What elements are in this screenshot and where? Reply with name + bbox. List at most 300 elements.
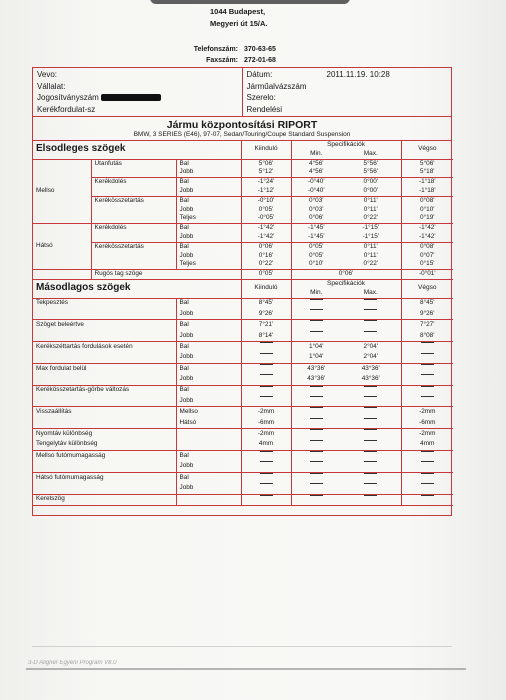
spec-min-value: -0°40' bbox=[291, 178, 341, 187]
table-row bbox=[33, 374, 453, 385]
initial-value bbox=[241, 396, 291, 407]
param-name bbox=[91, 260, 176, 269]
param-name: Kerékösszetartás-görbe változás bbox=[33, 385, 176, 396]
col-header-spec-2: Specifikációk bbox=[291, 279, 401, 288]
spec-min-value bbox=[291, 440, 341, 451]
dash-mark bbox=[421, 364, 434, 374]
final-value: 0°07' bbox=[401, 252, 453, 261]
table-row bbox=[33, 298, 453, 309]
divider bbox=[32, 646, 452, 647]
dash-mark bbox=[421, 473, 434, 483]
spec-max-value: -1°15' bbox=[362, 232, 380, 240]
table-row bbox=[33, 196, 453, 205]
param-name bbox=[33, 418, 176, 429]
dash-mark bbox=[260, 374, 273, 384]
param-name: Tekpesztés bbox=[33, 298, 176, 309]
param-name: Utanfutás bbox=[91, 159, 176, 168]
final-value bbox=[401, 353, 453, 364]
dash-mark bbox=[260, 473, 273, 483]
dash-mark bbox=[364, 309, 377, 319]
initial-value: 9°26' bbox=[241, 309, 291, 320]
spec-min-value bbox=[291, 461, 341, 472]
field-technician: Szerelo: bbox=[246, 93, 276, 102]
final-value bbox=[401, 363, 453, 374]
report-sheet bbox=[32, 67, 452, 516]
spec-max-value bbox=[341, 407, 401, 418]
table-row bbox=[33, 252, 453, 261]
primary-angles-table bbox=[33, 141, 453, 279]
dash-mark bbox=[260, 364, 273, 374]
initial-value bbox=[241, 374, 291, 385]
param-name: Kerékdolés bbox=[91, 178, 176, 187]
spec-min-value: 43°36' bbox=[291, 374, 341, 385]
dash-mark bbox=[260, 342, 273, 352]
initial-value: -1°12' bbox=[241, 187, 291, 196]
spec-min-value: 0°03' bbox=[291, 196, 341, 205]
date-label: Dátum: bbox=[246, 70, 273, 79]
table-row bbox=[33, 320, 453, 331]
dash-mark bbox=[421, 461, 434, 471]
primary-section-title: Elsodleges szögek bbox=[36, 143, 126, 155]
initial-value bbox=[241, 461, 291, 472]
side-label: Jobb bbox=[176, 331, 241, 342]
initial-value: 5°06' bbox=[241, 159, 291, 168]
spec-max-value bbox=[341, 494, 401, 505]
spec-max-value bbox=[341, 451, 401, 462]
col-header-max-2: Max. bbox=[363, 288, 378, 296]
table-row bbox=[33, 353, 453, 364]
side-label: Jobb bbox=[176, 206, 241, 215]
spec-max-value bbox=[341, 440, 401, 451]
final-value: 0°15' bbox=[401, 260, 453, 269]
side-label: Jobb bbox=[176, 252, 241, 261]
dash-mark bbox=[364, 299, 377, 309]
dash-mark bbox=[310, 440, 323, 450]
param-name: Visszaállítás bbox=[33, 407, 176, 418]
thrust-param: Rugós tag szöge bbox=[91, 270, 241, 279]
side-label: Bal bbox=[176, 178, 241, 187]
thrust-spec: 0°06' bbox=[291, 270, 401, 279]
side-label: Jobb bbox=[176, 353, 241, 364]
spec-max-value bbox=[341, 320, 401, 331]
dash-mark bbox=[421, 483, 434, 493]
side-label: Bal bbox=[176, 451, 241, 462]
spec-max-value: -1°15' bbox=[341, 224, 401, 233]
final-value bbox=[401, 494, 453, 505]
param-name bbox=[91, 252, 176, 261]
date-value: 2011.11.19. 10:28 bbox=[326, 70, 390, 79]
dash-mark bbox=[310, 407, 323, 417]
final-value bbox=[401, 483, 453, 494]
dash-mark bbox=[364, 418, 377, 428]
spec-max-value: 43°36' bbox=[361, 375, 380, 383]
dash-mark bbox=[421, 386, 434, 396]
dash-mark bbox=[421, 396, 434, 406]
spec-max-value: 0°11' bbox=[341, 242, 401, 251]
spec-min-value bbox=[291, 298, 341, 309]
spec-max-value bbox=[341, 309, 401, 320]
initial-value: 8°14' bbox=[241, 331, 291, 342]
initial-value bbox=[241, 472, 291, 483]
side-label: Bal bbox=[176, 242, 241, 251]
table-row-thrust bbox=[33, 270, 453, 279]
table-row bbox=[33, 407, 453, 418]
table-row bbox=[33, 309, 453, 320]
table-row bbox=[33, 224, 453, 233]
param-name: Kerékdolés bbox=[91, 224, 176, 233]
final-value: 0°08' bbox=[401, 196, 453, 205]
spec-max-value: 2°04' bbox=[363, 353, 378, 361]
table-row bbox=[33, 233, 453, 242]
dash-mark bbox=[310, 299, 323, 309]
side-label: Bal bbox=[176, 472, 241, 483]
dash-mark bbox=[421, 495, 434, 505]
spec-max-value bbox=[341, 385, 401, 396]
final-value: 7°27' bbox=[401, 320, 453, 331]
dash-mark bbox=[260, 353, 273, 363]
spec-max-value: 5°56' bbox=[341, 159, 401, 168]
side-label: Bal bbox=[176, 159, 241, 168]
dash-mark bbox=[310, 320, 323, 330]
side-label: Jobb bbox=[176, 168, 241, 177]
dash-mark bbox=[310, 309, 323, 319]
final-value: -6mm bbox=[401, 418, 453, 429]
side-label: Jobb bbox=[176, 483, 241, 494]
spec-min-value: 0°05' bbox=[291, 252, 341, 261]
spec-max-value: 5°56' bbox=[363, 168, 378, 176]
spec-min-value bbox=[291, 494, 341, 505]
table-row bbox=[33, 418, 453, 429]
final-value bbox=[401, 385, 453, 396]
spec-max-value: 0°00' bbox=[363, 186, 378, 194]
spec-min-value: -1°45' bbox=[291, 233, 341, 242]
secondary-angles-table bbox=[33, 279, 453, 515]
vehicle-description: BMW, 3 SERIES (E46), 97-07, Sedan/Touring/Coupe Standard Suspension bbox=[133, 131, 351, 138]
fax-value: 272-01-68 bbox=[244, 57, 276, 64]
report-title-block bbox=[33, 117, 451, 141]
initial-value: -1°42' bbox=[241, 233, 291, 242]
table-row bbox=[33, 363, 453, 374]
spec-min-value: 0°06' bbox=[291, 214, 341, 223]
dash-mark bbox=[364, 407, 377, 417]
spec-max-value bbox=[341, 429, 401, 440]
side-label: Jobb bbox=[176, 309, 241, 320]
final-value bbox=[401, 461, 453, 472]
field-order: Rendelési bbox=[246, 104, 283, 114]
param-name bbox=[91, 214, 176, 223]
side-label: Jobb bbox=[176, 396, 241, 407]
param-name bbox=[91, 168, 176, 177]
table-row bbox=[33, 483, 453, 494]
initial-value bbox=[241, 451, 291, 462]
side-label: Jobb bbox=[176, 233, 241, 242]
field-odometer: Kerékfordulat-sz bbox=[37, 104, 96, 114]
param-name: Mellso futómumagasság bbox=[33, 451, 176, 462]
initial-value: -0°10' bbox=[241, 196, 291, 205]
initial-value: 0°06' bbox=[241, 242, 291, 251]
initial-value bbox=[241, 342, 291, 353]
spec-max-value bbox=[341, 331, 401, 342]
final-value: -1°18' bbox=[401, 187, 453, 196]
dash-mark bbox=[310, 386, 323, 396]
final-value bbox=[401, 472, 453, 483]
final-value: 9°26' bbox=[401, 309, 453, 320]
spec-max-value: 0°22' bbox=[363, 214, 378, 222]
initial-value: 4mm bbox=[241, 440, 291, 451]
dash-mark bbox=[260, 386, 273, 396]
spec-max-value: 0°22' bbox=[363, 260, 378, 268]
field-license-label: Jogosítványszám bbox=[37, 93, 99, 102]
spec-max-value bbox=[341, 472, 401, 483]
dash-mark bbox=[364, 386, 377, 396]
table-row bbox=[33, 206, 453, 215]
spec-max-value bbox=[341, 418, 401, 429]
redaction-mark bbox=[101, 94, 161, 101]
initial-value: 0°22' bbox=[241, 260, 291, 269]
spec-min-value: 4°56' bbox=[291, 159, 341, 168]
field-license bbox=[37, 92, 238, 104]
dash-mark bbox=[364, 483, 377, 493]
param-name: Max fordulat belül bbox=[33, 363, 176, 374]
dash-mark bbox=[364, 451, 377, 461]
dash-mark bbox=[421, 451, 434, 461]
table-row bbox=[33, 242, 453, 251]
spec-min-value bbox=[291, 483, 341, 494]
table-row bbox=[33, 331, 453, 342]
col-header-min: Min. bbox=[291, 150, 341, 159]
table-row bbox=[33, 472, 453, 483]
field-company: Vállalat: bbox=[37, 81, 66, 91]
dash-mark bbox=[310, 451, 323, 461]
company-logo-partial bbox=[150, 0, 350, 4]
final-value: 0°19' bbox=[401, 214, 453, 223]
param-name bbox=[33, 374, 176, 385]
table-row bbox=[33, 168, 453, 177]
col-header-spec: Specifikációk bbox=[291, 141, 401, 150]
table-row bbox=[33, 260, 453, 269]
table-row bbox=[33, 342, 453, 353]
thrust-initial: 0°05' bbox=[241, 270, 291, 279]
dash-mark bbox=[310, 331, 323, 341]
dash-mark bbox=[310, 396, 323, 406]
spec-min-value bbox=[291, 429, 341, 440]
spec-max-value bbox=[341, 298, 401, 309]
company-address bbox=[210, 6, 268, 30]
col-header-max: Max. bbox=[363, 149, 378, 157]
spec-min-value: 0°03' bbox=[291, 206, 341, 215]
param-name bbox=[33, 331, 176, 342]
spec-min-value: 4°56' bbox=[291, 168, 341, 177]
param-name: Szöget beleértve bbox=[33, 320, 176, 331]
spec-max-value: 43°36' bbox=[341, 363, 401, 374]
side-label: Bal bbox=[176, 342, 241, 353]
initial-value bbox=[241, 353, 291, 364]
spec-min-value: -0°40' bbox=[291, 187, 341, 196]
dash-mark bbox=[260, 483, 273, 493]
col-header-final: Végso bbox=[401, 141, 453, 159]
spec-min-value: 1°04' bbox=[291, 353, 341, 364]
dash-mark bbox=[310, 418, 323, 428]
col-header-initial: Kiinduló bbox=[241, 141, 291, 159]
thrust-final: -0°01' bbox=[401, 270, 453, 279]
address-line-2: Megyeri út 15/A. bbox=[210, 19, 268, 28]
field-date bbox=[247, 69, 448, 81]
footer-rule bbox=[26, 668, 466, 670]
param-name bbox=[33, 461, 176, 472]
spec-max-value: 0°11' bbox=[363, 205, 378, 213]
dash-mark bbox=[421, 374, 434, 384]
initial-value bbox=[241, 385, 291, 396]
final-value: -2mm bbox=[401, 407, 453, 418]
dash-mark bbox=[364, 461, 377, 471]
side-label: Teljes bbox=[176, 214, 241, 223]
param-name: Kerékösszetartás bbox=[91, 196, 176, 205]
spec-min-value: -1°45' bbox=[291, 224, 341, 233]
initial-value: 5°12' bbox=[241, 168, 291, 177]
dash-mark bbox=[364, 331, 377, 341]
initial-value: -0°05' bbox=[241, 214, 291, 223]
final-value: 5°18' bbox=[401, 168, 453, 177]
side-label: Bal bbox=[176, 363, 241, 374]
table-row bbox=[33, 396, 453, 407]
dash-mark bbox=[260, 451, 273, 461]
dash-mark bbox=[260, 495, 273, 505]
dash-mark bbox=[260, 461, 273, 471]
spec-max-value: 0°00' bbox=[341, 178, 401, 187]
initial-value bbox=[241, 494, 291, 505]
field-customer: Vevo: bbox=[37, 70, 58, 79]
side-label: Teljes bbox=[176, 260, 241, 269]
side-label bbox=[176, 429, 241, 440]
dash-mark bbox=[364, 473, 377, 483]
final-value: -1°42' bbox=[401, 233, 453, 242]
phone-value: 370-63-65 bbox=[244, 46, 276, 53]
dash-mark bbox=[364, 440, 377, 450]
final-value: 4mm bbox=[401, 440, 453, 451]
dash-mark bbox=[364, 495, 377, 505]
dash-mark bbox=[310, 461, 323, 471]
side-label bbox=[176, 494, 241, 505]
spec-min-value bbox=[291, 472, 341, 483]
customer-fields bbox=[33, 68, 242, 116]
table-row bbox=[33, 429, 453, 440]
param-name: Keretszög bbox=[33, 494, 176, 505]
initial-value: 0°05' bbox=[241, 206, 291, 215]
dash-mark bbox=[421, 342, 434, 352]
customer-header bbox=[33, 68, 451, 117]
final-value: -1°18' bbox=[401, 178, 453, 187]
param-name bbox=[91, 206, 176, 215]
fax-label: Faxszám: bbox=[206, 57, 238, 64]
initial-value: 7°21' bbox=[241, 320, 291, 331]
param-name bbox=[33, 396, 176, 407]
spec-min-value bbox=[291, 385, 341, 396]
spec-max-value: 2°04' bbox=[341, 342, 401, 353]
spec-min-value bbox=[291, 331, 341, 342]
final-value bbox=[401, 342, 453, 353]
initial-value: -1°24' bbox=[241, 178, 291, 187]
param-name bbox=[91, 187, 176, 196]
spec-max-value bbox=[341, 483, 401, 494]
final-value: 5°06' bbox=[401, 159, 453, 168]
table-row bbox=[33, 187, 453, 196]
final-value bbox=[401, 374, 453, 385]
spec-max-value: 0°11' bbox=[363, 251, 378, 259]
table-row bbox=[33, 451, 453, 462]
param-name: Kerékösszetartás bbox=[91, 242, 176, 251]
side-label: Mellso bbox=[176, 407, 241, 418]
param-name bbox=[33, 483, 176, 494]
spec-min-value: 43°36' bbox=[291, 363, 341, 374]
spec-max-value: 0°11' bbox=[341, 196, 401, 205]
spec-min-value: 0°10' bbox=[291, 260, 341, 269]
side-label bbox=[176, 440, 241, 451]
side-label: Bal bbox=[176, 298, 241, 309]
final-value bbox=[401, 451, 453, 462]
spec-min-value bbox=[291, 396, 341, 407]
side-label: Jobb bbox=[176, 374, 241, 385]
spec-max-value bbox=[341, 396, 401, 407]
col-header-initial-2: Kiinduló bbox=[241, 279, 291, 298]
spec-min-value: 1°04' bbox=[291, 342, 341, 353]
dash-mark bbox=[364, 396, 377, 406]
dash-mark bbox=[310, 483, 323, 493]
table-row-empty bbox=[33, 505, 453, 514]
initial-value: 8°45' bbox=[241, 298, 291, 309]
initial-value: -1°42' bbox=[241, 224, 291, 233]
col-header-final-2: Végso bbox=[401, 279, 453, 298]
group-label-front: Mellso bbox=[33, 159, 91, 224]
param-name: Kerékszéttartás fordulások esetén bbox=[33, 342, 176, 353]
side-label: Jobb bbox=[176, 461, 241, 472]
table-row bbox=[33, 159, 453, 168]
param-name: Hátsó futómumagasság bbox=[33, 472, 176, 483]
param-name: Tengelytáv különbség bbox=[36, 440, 98, 448]
report-title: Jármu központosítási RIPORT bbox=[166, 119, 318, 131]
table-row bbox=[33, 461, 453, 472]
side-label: Hátsó bbox=[176, 418, 241, 429]
final-value: 8°45' bbox=[401, 298, 453, 309]
spec-min-value bbox=[291, 320, 341, 331]
side-label: Bal bbox=[176, 320, 241, 331]
vehicle-fields bbox=[242, 68, 452, 116]
param-name bbox=[91, 233, 176, 242]
final-value: 8°08' bbox=[401, 331, 453, 342]
initial-value: -6mm bbox=[241, 418, 291, 429]
table-row bbox=[33, 494, 453, 505]
address-line-1: 1044 Budapest, bbox=[210, 7, 266, 16]
side-label: Jobb bbox=[176, 187, 241, 196]
thrust-spacer bbox=[33, 270, 91, 279]
initial-value: -2mm bbox=[241, 407, 291, 418]
secondary-section-title: Másodlagos szögek bbox=[33, 279, 241, 298]
spec-min-value bbox=[291, 407, 341, 418]
final-value: 0°08' bbox=[401, 242, 453, 251]
field-vin: Járműalvázszám bbox=[246, 81, 307, 91]
initial-value: -2mm bbox=[241, 429, 291, 440]
spec-min-value bbox=[291, 418, 341, 429]
final-value: 0°10' bbox=[401, 206, 453, 215]
spec-min-value bbox=[291, 451, 341, 462]
side-label: Bal bbox=[176, 196, 241, 205]
col-header-min-2: Min. bbox=[291, 289, 341, 298]
dash-mark bbox=[310, 495, 323, 505]
dash-mark bbox=[421, 353, 434, 363]
initial-value bbox=[241, 483, 291, 494]
table-row bbox=[33, 214, 453, 223]
dash-mark bbox=[364, 429, 377, 439]
final-value bbox=[401, 396, 453, 407]
